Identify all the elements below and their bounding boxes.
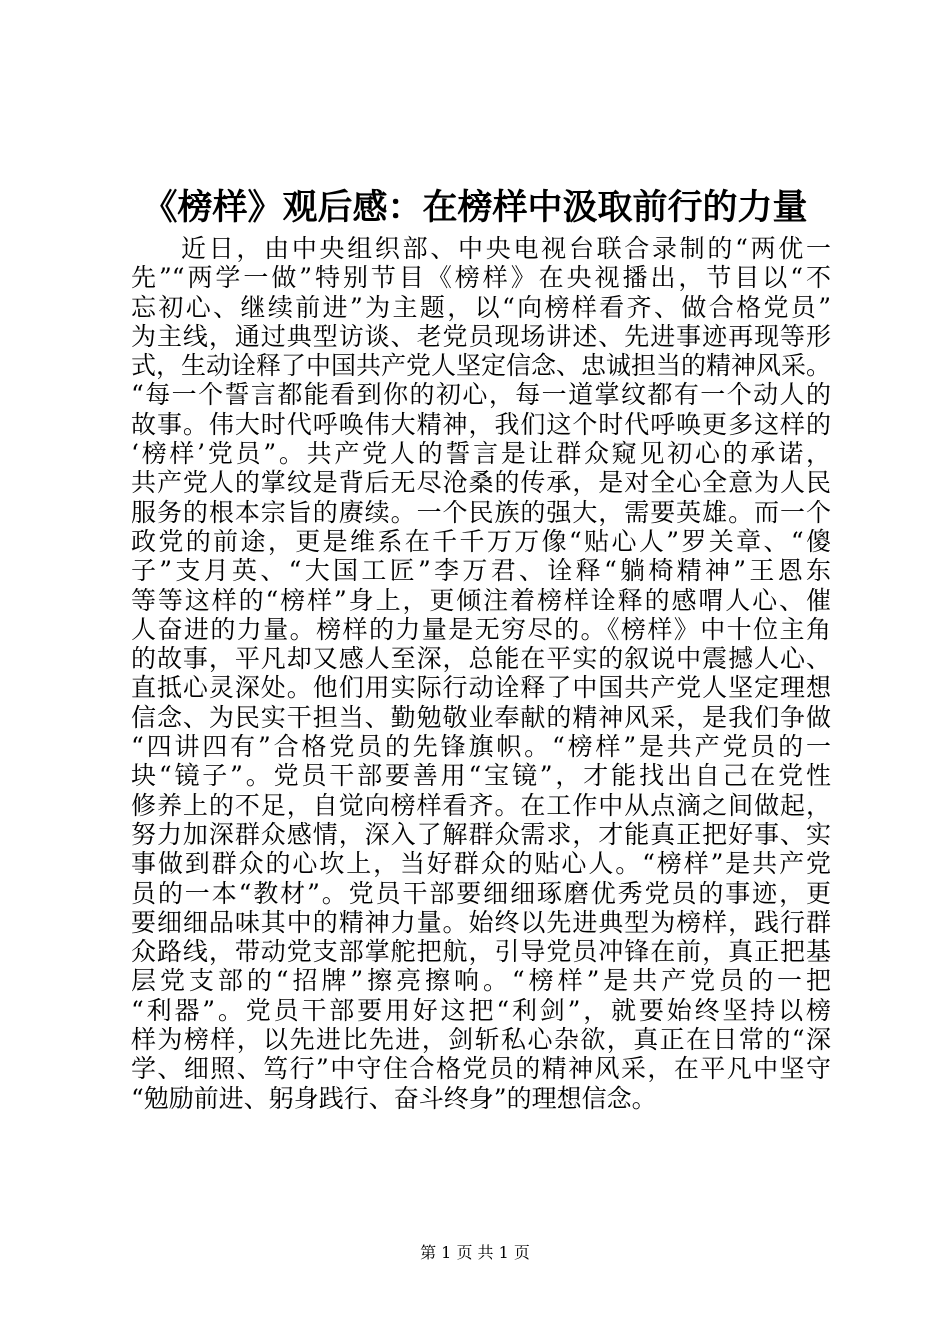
body-line: 为主线，通过典型访谈、老党员现场讲述、先进事迹再现等形 xyxy=(131,321,831,351)
body-line: 人奋进的力量。榜样的力量是无穷尽的。《榜样》中十位主角 xyxy=(131,614,831,644)
body-line: 先”“两学一做”特别节目《榜样》在央视播出，节目以“不 xyxy=(131,263,831,293)
body-line: 努力加深群众感情，深入了解群众需求，才能真正把好事、实 xyxy=(131,819,831,849)
body-line: 事做到群众的心坎上，当好群众的贴心人。“榜样”是共产党 xyxy=(131,849,831,879)
body-line: 故事。伟大时代呼唤伟大精神，我们这个时代呼唤更多这样的 xyxy=(131,409,831,439)
body-line: 忘初心、继续前进”为主题，以“向榜样看齐、做合格党员” xyxy=(131,292,831,322)
body-line: 块“镜子”。党员干部要善用“宝镜”，才能找出自己在党性 xyxy=(131,761,831,791)
body-line: 员的一本“教材”。党员干部要细细琢磨优秀党员的事迹，更 xyxy=(131,878,831,908)
body-line: 修养上的不足，自觉向榜样看齐。在工作中从点滴之间做起， xyxy=(131,790,831,820)
body-line: ‘榜样’党员”。共产党人的誓言是让群众窥见初心的承诺， xyxy=(131,439,831,469)
body-line: “利器”。党员干部要用好这把“利剑”，就要始终坚持以榜 xyxy=(131,995,831,1025)
body-line: 等等这样的“榜样”身上，更倾注着榜样诠释的感喟人心、催 xyxy=(131,585,831,615)
body-line: 近日，由中央组织部、中央电视台联合录制的“两优一 xyxy=(181,234,831,263)
page-footer: 第 1 页 共 1 页 xyxy=(420,1243,530,1262)
body-line: 的故事，平凡却又感人至深，总能在平实的叙说中震撼人心、 xyxy=(131,644,831,674)
body-line: 学、细照、笃行”中守住合格党员的精神风采，在平凡中坚守 xyxy=(131,1054,831,1084)
body-line: 共产党人的掌纹是背后无尽沧桑的传承，是对全心全意为人民 xyxy=(131,468,831,498)
body-line: 要细细品味其中的精神力量。始终以先进典型为榜样，践行群 xyxy=(131,907,831,937)
body-line: 信念、为民实干担当、勤勉敬业奉献的精神风采，是我们争做 xyxy=(131,702,831,732)
body-line: 政党的前途，更是维系在千千万万像“贴心人”罗关章、“傻 xyxy=(131,526,831,556)
body-line: “每一个誓言都能看到你的初心，每一道掌纹都有一个动人的 xyxy=(131,380,831,410)
body-line: 样为榜样，以先进比先进，剑斩私心杂欲，真正在日常的“深 xyxy=(131,1025,831,1055)
body-line: “勉励前进、躬身践行、奋斗终身”的理想信念。 xyxy=(131,1083,657,1113)
body-line: 服务的根本宗旨的赓续。一个民族的强大，需要英雄。而一个 xyxy=(131,497,831,527)
body-line: “四讲四有”合格党员的先锋旗帜。“榜样”是共产党员的一 xyxy=(131,732,831,762)
document-body xyxy=(131,234,831,1113)
body-line: 层党支部的“招牌”擦亮擦响。“榜样”是共产党员的一把 xyxy=(131,966,831,996)
body-line: 直抵心灵深处。他们用实际行动诠释了中国共产党人坚定理想 xyxy=(131,673,831,703)
body-line: 式，生动诠释了中国共产党人坚定信念、忠诚担当的精神风采。 xyxy=(131,351,832,381)
body-line: 子”支月英、“大国工匠”李万君、诠释“躺椅精神”王恩东 xyxy=(131,556,831,586)
body-line: 众路线，带动党支部掌舵把航，引导党员冲锋在前，真正把基 xyxy=(131,937,831,967)
document-title: 《榜样》观后感：在榜样中汲取前行的力量 xyxy=(142,187,808,228)
